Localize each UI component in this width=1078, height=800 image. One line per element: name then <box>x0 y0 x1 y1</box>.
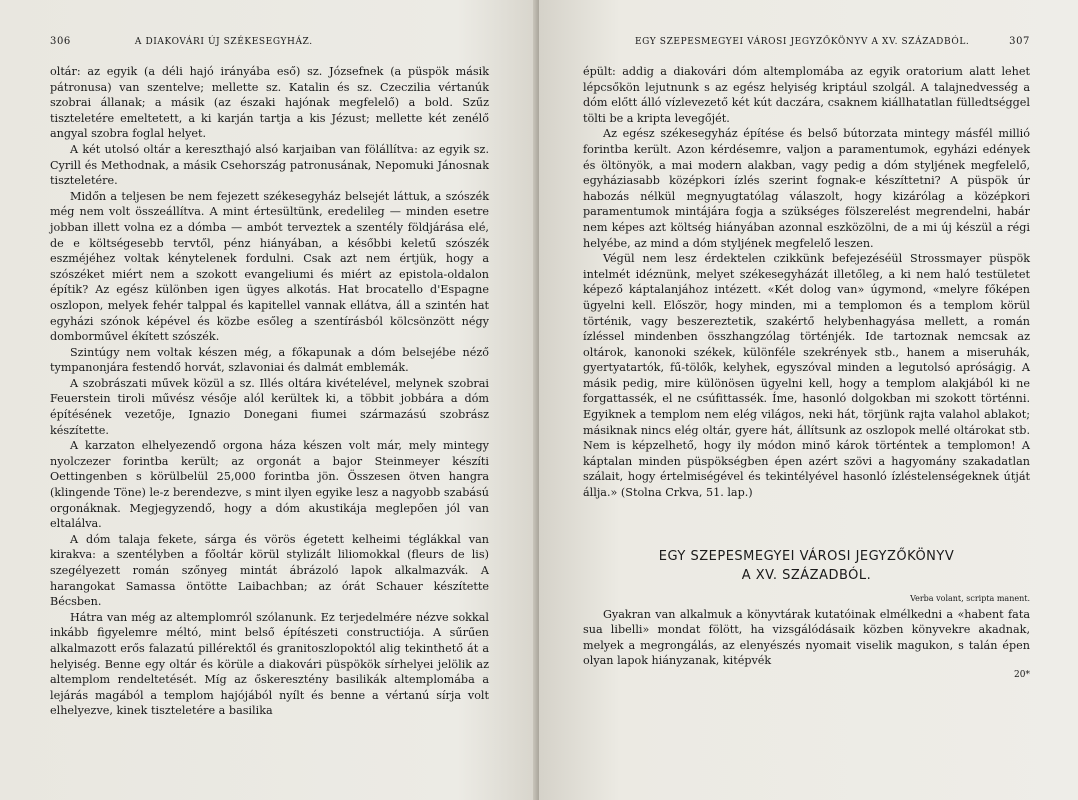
right-page <box>539 0 1078 800</box>
signature-mark: 20* <box>1014 670 1030 680</box>
paragraph: Az egész székesegyház építése és belső bútorzata mintegy másfél millió forintba került. Azon kérdésemre, valjon a paramentumok, egyházi edények és öltönyök, a mai modern alakban, vagy pedig a dóm styljének megfelelő, egyháziasabb középkori ízlés szerint fognak-e készíttetni? A püspök úr habozás nélkül megnyugtatólag válaszolt, hogy kizárólag a középkori paramentumok mintájára fogja a szükséges fölszerelést megrendelni, habár nem képes azt költség hiányában azonnal eszközölni, de a mi új készül a régi helyébe, az mind a dóm styljének megfelelő leszen. <box>583 127 1030 250</box>
left-page-number: 306 <box>50 36 71 47</box>
paragraph: A karzaton elhelyezendő orgona háza készen volt már, mely mintegy nyolczezer forintba került; az orgonát a bajor Steinmeyer készíti Oettingenben s körülbelül 25,000 forintba jön. Összesen ötven hangra (klingende Töne) le-z berendezve, s mint ilyen egyike lesz a nagyobb szabású orgonáknak. Megjegyzendő, hogy a dóm akustikája meglepően jól van eltalálva. <box>50 439 489 531</box>
article-title-line1: EGY SZEPESMEGYEI VÁROSI JEGYZŐKÖNYV <box>658 548 955 564</box>
right-page-header <box>583 36 1030 54</box>
paragraph: Szintúgy nem voltak készen még, a főkapunak a dóm belsejébe néző tympanonjára festendő horvát, szlavoniai és dalmát emblemák. <box>50 345 489 375</box>
paragraph: épült: addig a diakovári dóm altemplomába az egyik oratorium alatt lehet lépcsőkön lejutnunk s az egész helyiség kriptául szolgál. A talajnedvesség a dóm előtt álló vízlevezető két kút daczára, csaknem kiállhatatlan fülledtséggel tölti be a kripta levegőjét. <box>583 65 1030 125</box>
paragraph: Midőn a teljesen be nem fejezett székesegyház belsejét láttuk, a szószék még nem volt összeállítva. A mint értesültünk, eredelileg — minden esetre jobban illett volna ez a dómba — ambót terveztek a szentély földjárása elé, de e költségesebb tervtől, pénz hiányában, a későbbi keletű szószék eszméjéhez voltak kénytelenek fordulni. Csak azt nem értjük, hogy a szószéket miért nem a szokott evangeliumi és miért az epistola-oldalon építik? Az egész különben igen ügyes alkotás. Hat brocatello d'Espagne oszlopon, melyek fehér talppal és kapitellel vannak ellátva, áll a szintén hat egyházi szónok képével és közbe esőleg a szentírásból kölcsönzött négy domborművel ékített szószék. <box>50 189 489 344</box>
paragraph: A szobrászati művek közül a sz. Illés oltára kivételével, melynek szobrai Feuerstein tiroli művész vésője alól kerültek ki, a többit jobbára a dóm építésének vezetője, Ignazio Donegani fiumei származású szobrász készítette. <box>50 376 489 437</box>
article-text <box>583 607 1030 669</box>
paragraph: Hátra van még az altemplomról szólanunk. Ez terjedelmére nézve sokkal inkább figyelemre méltó, mint belső építészeti constructiója. A sűrűen alkalmazott erős falazatú pillérektől és granitoszlopoktól alig tekinthető át a helyiség. Benne egy oltár és körüle a diakovári püspökök sírhelyei jelölik az altemplom rendeltetését. Míg az őskeresztény basilikák altemplomába a lejárás magából a templom hajójából nyílt és benne a vértanú sírja volt elhelyezve, kinek tiszteletére a basilika <box>50 610 489 718</box>
paragraph: Végül nem lesz érdektelen czikkünk befejezéséül Strossmayer püspök intelmét idéznünk, melyet székesegyházát illetőleg, a ki nem haló testületet képező káptalanjához intézett. «Két dolog van» úgymond, «melyre főképen ügyelni kell. Először, hogy minden, mi a templomon és a templom körül történik, vagy beszereztetik, szakértő helybenhagyása mellett, a román ízléssel mindenben összhangzólag történjék. Ide tartoznak nemcsak az oltárok, kanonoki székek, különféle szekrények stb., hanem a miseruhák, gyertyatartók, fű-tölők, kelyhek, egyszóval minden a legutolsó apróságig. A másik pedig, mire különösen ügyelni kell, hogy a templom alakjából ki ne forgattassék, el ne csúfittassék. Íme, hasonló dolgokban mi szokott történni. Egyiknek a templom nem elég világos, neki hát, törjünk rajta valahol ablakot; másiknak nincs elég oltár, gyere hát, állítsunk az oszlopok mellé oltárokat stb. Nem is képzelhető, hogy ily módon minő károk történtek a templomon! A káptalan minden püspökségben épen azért szövi a hagyomány szakadatlan szálait, hogy értelmiségével és tekintélyével hasonló ízléstelenségeknek útját állja.» (Stolna Crkva, 51. lap.) <box>583 252 1030 500</box>
paragraph: A két utolsó oltár a kereszthajó alsó karjaiban van fölállítva: az egyik sz. Cyrill és Methodnak, a másik Csehország patronusának, Nepomuki Jánosnak tiszteletére. <box>50 142 489 188</box>
left-running-head: A DIAKOVÁRI ÚJ SZÉKESEGYHÁZ. <box>134 37 313 47</box>
article-title <box>583 547 1030 585</box>
paragraph: Gyakran van alkalmuk a könyvtárak kutatóinak elmélkedni a «habent fata sua libelli» mondat fölött, ha vizsgálódásaik közben könyvekre akadnak, melyek a megrongálás, az elenyészés nyomait viselik magukon, s talán épen olyan lapok hiányzanak, kitépvék <box>583 607 1030 668</box>
paragraph: A dóm talaja fekete, sárga és vörös égetett kelheimi téglákkal van kirakva: a szentélyben a főoltár körül stylizált liliomokkal (fleurs de lis) szegélyezett román szőnyeg mintát ábrázoló lapok alkalmazvák. A harangokat Samassa öntötte Laibachban; az órát Schauer készítette Bécsben. <box>50 532 489 609</box>
article-title-line2: A XV. SZÁZADBÓL. <box>741 567 872 583</box>
paragraph: oltár: az egyik (a déli hajó irányába eső) sz. Józsefnek (a püspök másik pátronusa) van szentelve; mellette sz. Katalin és sz. Czeczilia vértanúk szobrai állanak; a másik (az északi hajónak megfelelő) a bold. Szűz tiszteletére emeltetett, a ki karján tartja a kis Jézust; mellette két zenélő angyal szobra foglal helyet. <box>50 65 489 141</box>
left-page-header <box>50 36 489 54</box>
article-motto: Verba volant, scripta manent. <box>910 593 1030 603</box>
right-page-text <box>583 64 1030 501</box>
right-running-head: EGY SZEPESMEGYEI VÁROSI JEGYZŐKÖNYV A XV. SZÁZADBÓL. <box>635 37 970 47</box>
left-page-text <box>50 64 489 719</box>
right-page-number: 307 <box>1009 36 1030 47</box>
